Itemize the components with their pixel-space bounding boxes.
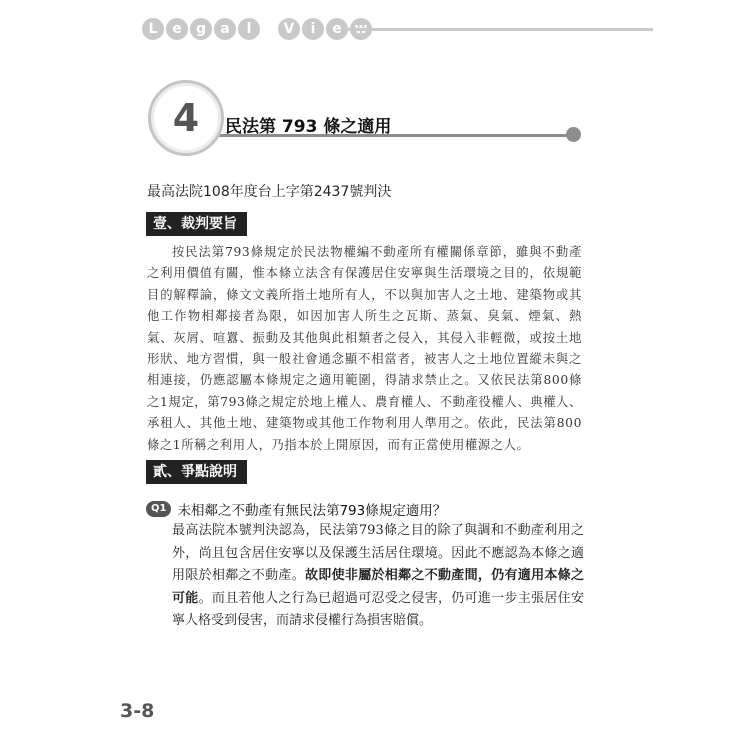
section-label-issues: 貳、爭點說明 xyxy=(146,460,247,484)
header-rule xyxy=(345,28,653,31)
question-badge: Q1 xyxy=(146,501,171,517)
chapter-title-dot xyxy=(566,127,581,142)
answer-text-continued: 。而且若他人之行為已超過可忍受之侵害，仍可進一步主張居住安寧人格受到侵害，而請求侵權行為損害賠償。 xyxy=(172,590,584,628)
brand-letter: e xyxy=(326,18,348,40)
question-text: 未相鄰之不動產有無民法第793條規定適用？ xyxy=(177,503,447,519)
brand-logo xyxy=(142,18,372,40)
chapter-number-badge xyxy=(148,80,224,156)
brand-letter: i xyxy=(302,18,324,40)
holding-paragraph: 按民法第793條規定於民法物權編不動產所有權關係章節，雖與不動產之利用價值有關，惟本條立法含有保護居住安寧與生活環境之目的，依規範目的解釋論，條文文義所指土地所有人，不以與加害人之土地、建築物或其他工作物相鄰接者為限，如因加害人所生之瓦斯、蒸氣、臭氣、煙氣、熱氣、灰屑、喧囂、振動及其他與此相類者之侵入，其侵入非輕微，或按土地形狀、地方習慣，與一般社會通念顯不相當者，被害人之土地位置縱未與之相連接，仍應認屬本條規定之適用範圍，得請求禁止之。又依民法第800條之1規定，第793條之規定於地上權人、農育權人、不動產役權人、典權人、承租人、其他土地、建築物或其他工作物利用人準用之。依此，民法第800條之1所稱之利用人，乃指本於上開原因，而有正當使用權源之人。 xyxy=(147,245,582,452)
brand-letter: l xyxy=(238,18,260,40)
section-label-holding: 壹、裁判要旨 xyxy=(146,212,247,236)
question-row xyxy=(146,499,446,519)
brand-letter: e xyxy=(166,18,188,40)
brand-letter: L xyxy=(142,18,164,40)
brand-letter: g xyxy=(190,18,212,40)
chapter-title: 民法第 793 條之適用 xyxy=(225,117,392,137)
brand-letter: V xyxy=(278,18,300,40)
brand-letter: a xyxy=(214,18,236,40)
page-number: 3-8 xyxy=(120,700,155,722)
answer-emphasis: 故即使非屬於相鄰之不動產間，仍有適用本條之可能 xyxy=(172,568,584,606)
case-reference: 最高法院108年度台上字第2437號判決 xyxy=(147,184,392,200)
answer-text: 最高法院本號判決認為，民法第793條之目的除了與調和不動產利用之外，尚且包含居住安寧以及保護生活居住環境。因此不應認為本條之適用限於相鄰之不動產。 xyxy=(172,523,584,583)
answer-paragraph xyxy=(172,520,584,633)
chapter-number: 4 xyxy=(172,96,200,140)
